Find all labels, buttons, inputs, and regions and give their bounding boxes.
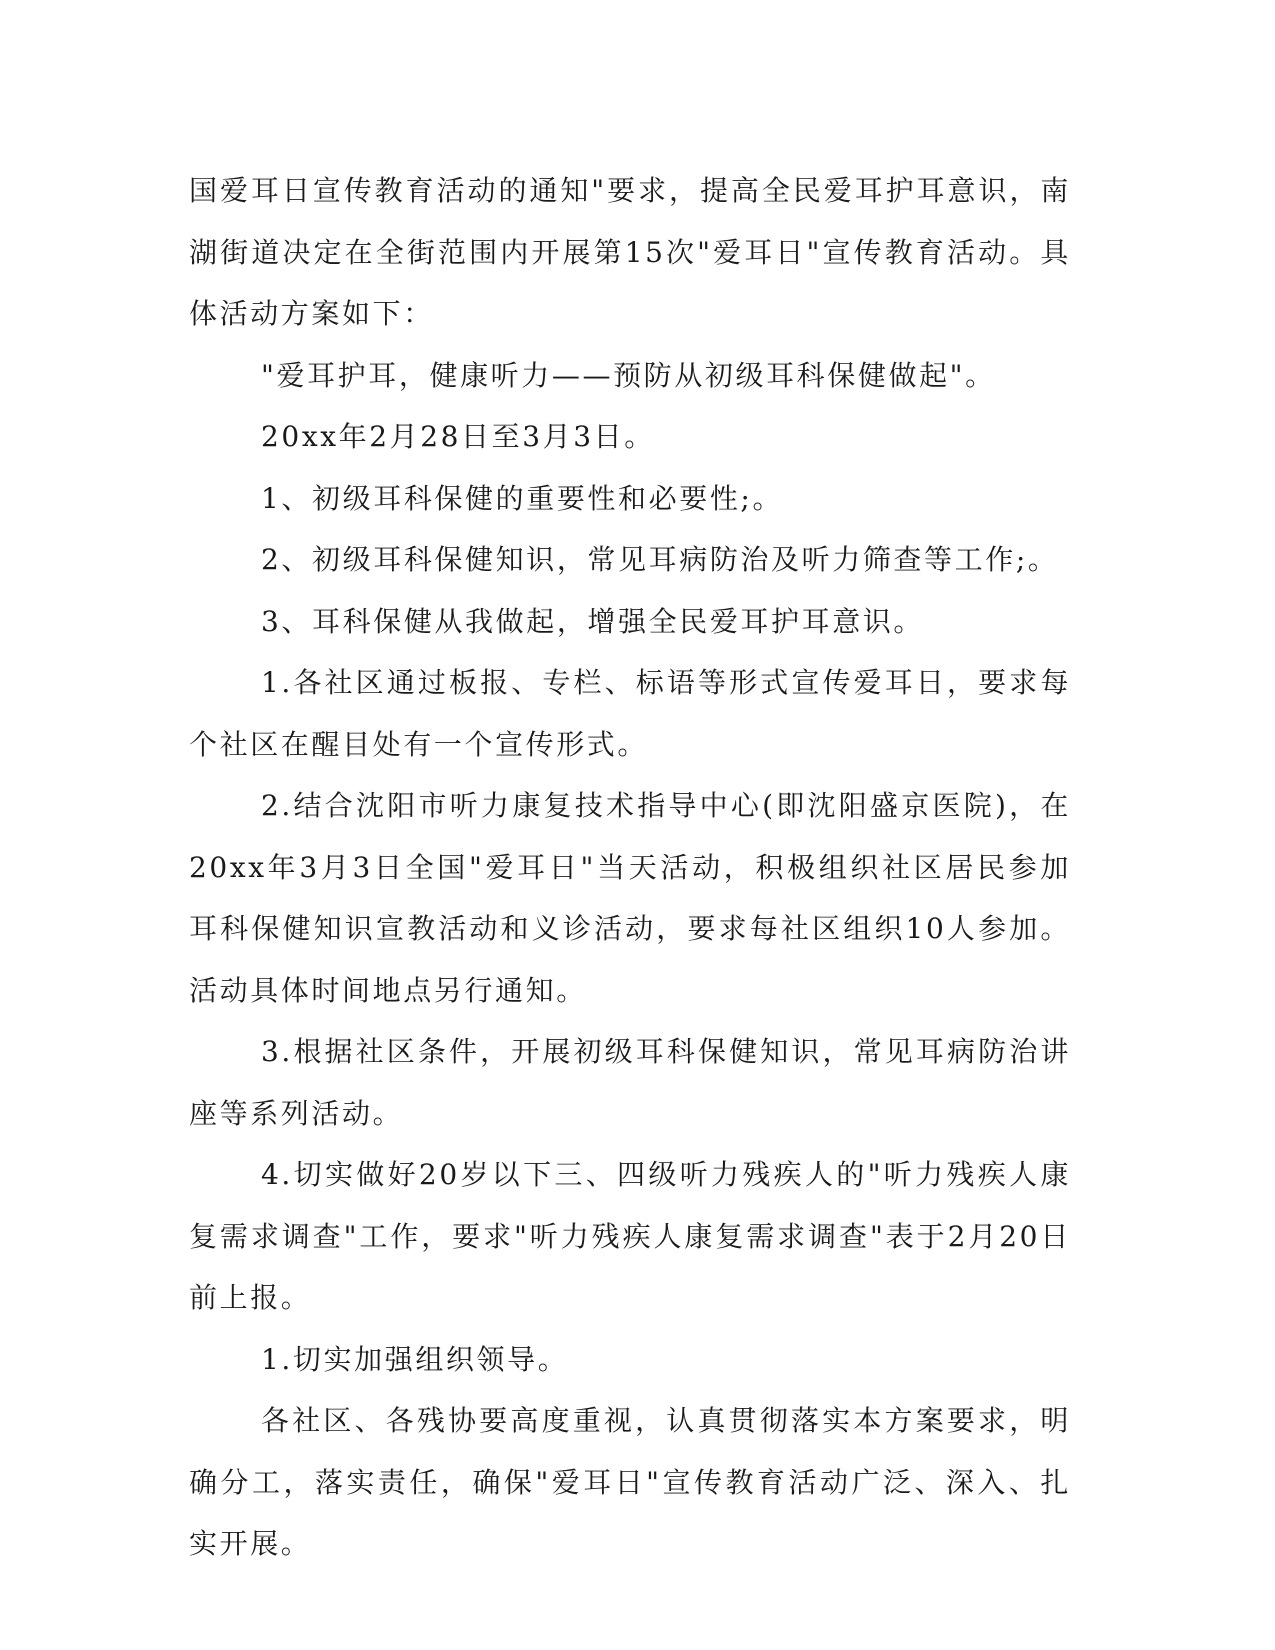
paragraph-6: 3、耳科保健从我做起，增强全民爱耳护耳意识。 (261, 604, 925, 638)
paragraph-5: 2、初级耳科保健知识，常见耳病防治及听力筛查等工作;。 (261, 543, 1059, 576)
paragraph-8: 2.结合沈阳市听力康复技术指导中心(即沈阳盛京医院)，在20xx年3月3日全国"爱耳日"当天活动，积极组织社区居民参加耳科保健知识宣教活动和义诊活动，要求每社区组织10人参加。活动具体时间地点另行通知。 (189, 789, 1071, 1007)
paragraph-1: 国爱耳日宣传教育活动的通知"要求，提高全民爱耳护耳意识，南湖街道决定在全街范围内开展第15次"爱耳日"宣传教育活动。具体活动方案如下： (189, 174, 1071, 330)
paragraph-2: "爱耳护耳，健康听力——预防从初级耳科保健做起"。 (261, 358, 996, 392)
paragraph-10: 4.切实做好20岁以下三、四级听力残疾人的"听力残疾人康复需求调查"工作，要求"听力残疾人康复需求调查"表于2月20日前上报。 (189, 1158, 1071, 1314)
document-body (189, 160, 1071, 1575)
paragraph-11: 1.切实加强组织领导。 (261, 1342, 569, 1376)
paragraph-12: 各社区、各残协要高度重视，认真贯彻落实本方案要求，明确分工，落实责任，确保"爱耳日"宣传教育活动广泛、深入、扎实开展。 (189, 1404, 1071, 1560)
paragraph-3: 20xx年2月28日至3月3日。 (261, 420, 655, 453)
paragraph-4: 1、初级耳科保健的重要性和必要性;。 (261, 481, 784, 515)
paragraph-9: 3.根据社区条件，开展初级耳科保健知识，常见耳病防治讲座等系列活动。 (189, 1035, 1071, 1130)
paragraph-7: 1.各社区通过板报、专栏、标语等形式宣传爱耳日，要求每个社区在醒目处有一个宣传形式。 (189, 666, 1071, 761)
